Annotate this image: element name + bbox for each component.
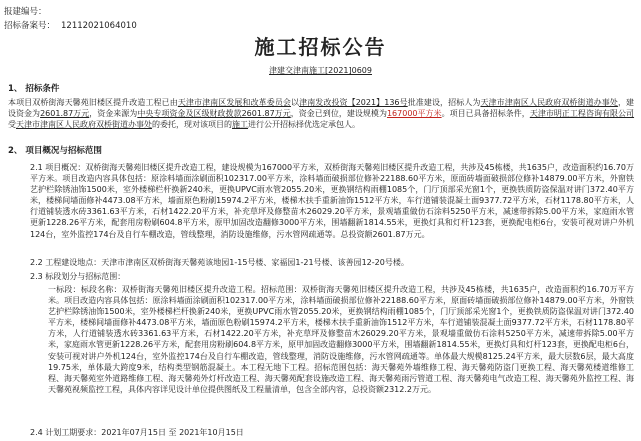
registration-number-label: 报建编号： [4, 7, 47, 17]
text-segment: ，资金来源为 [89, 109, 138, 119]
tenderer-name: 天津市津南区人民政府双桥街道办事处 [480, 98, 618, 107]
construction-funds: 2601.87万元 [40, 109, 90, 119]
text-segment: 以 [291, 98, 300, 107]
tender-filing-number [4, 21, 137, 32]
lot-scope-paragraph: 一标段：标段名称：双桥街海天馨苑旧楼区提升改造工程。招标范围：双桥街海天馨苑旧楼区提升改造工程，共涉及45栋楼，共1635户，改造面积约16.70万平方米。项目改造内容具体包括：原涂料墙面涂刷面积102317.00平方米，涂料墙面破损部位修补22188.60平方米，原面砖墙面破损部位修补14879.00平方米，外窗铁艺护栏除锈油饰1500米，室外楼梯栏杆换新240米，更换UPVC雨水管2055.20米，更换钢结构雨棚1085个，门厅顶部采光窗1个，更换铁质防盗保温对讲门372.40平方米，楼梯间墙面修补4473.08平方米，墙面原色粉刷15974.2平方米，楼梯木扶手重新油饰1512平方米，车行道铺装混凝土面9377.72平方米，石材1178.80平方米，人行道铺装透水砖3361.63平方米，石材1422.20平方米，补充草坪及修整苗木26029.20平方米，景观墙重做仿石涂料5250平方米，减速带拆除5.00平方米，家庭雨水管更新1228.26平方米，配套用房粉刷604.8平方米，原甲加固改造翻修3000平方米，围墙翻新1814.55米，更换灯具和灯杆123套，更换配电柜6台，安装可视对讲户外机124台，室外监控174台及自行车棚改造，管线整理，消防设施维修，污水管网疏通等。单体最大规模8125.24平方米，最大层数6层，最大高度19.75米，单体最大跨度9米，结构类型钢筋混凝土。本工程无地下工程。招标范围包括：海天馨苑外墙维修工程、海天馨苑防盗门更换工程、海天馨苑楼道维修工程、海天馨苑室外道路维修工程、海天馨苑外灯杆改造工程、海天馨苑配套设施改造工程、海天馨苑雨污管道工程、海天馨苑电气改造工程、海天馨苑外监控工程、海天馨苑视频监控工程，具体内容详见设计单位提供图纸及工程量清单，包含全部内容，总投资额2312.2万元。 [48, 285, 634, 394]
text-segment: 的委托，现对该项目的 [152, 120, 232, 130]
section-1-heading: 1、 招标条件 [8, 84, 60, 94]
schedule-paragraph: 2.4 计划工期要求：2021年07月15日 至 2021年10月15日 [30, 428, 244, 437]
construction-scale: 167000平方米 [386, 109, 442, 119]
lot-division-heading: 2.3 标段划分与招标范围： [30, 272, 126, 281]
approval-document: 津南发改投资【2021】136号 [299, 98, 408, 107]
approval-authority: 天津市津南区发展和改革委员会 [177, 98, 292, 107]
tender-type: 施工 [232, 120, 248, 130]
text-segment: 进行公开招标择优选定承包人。 [248, 120, 360, 130]
text-segment: ，资金已到位，建设规模为 [290, 109, 387, 119]
tender-filing-number-label: 招标备案号： [4, 21, 56, 31]
page-title: 施工招标公告 [254, 35, 387, 59]
text-segment: 批准建设，招标人为 [407, 98, 481, 107]
project-overview-paragraph: 2.1 项目概况：双桥街海天馨苑旧楼区提升改造工程，建设规模为167000平方米，双桥街海天馨苑旧楼区提升改造工程，共涉及45栋楼，共1635户，改造面积约16.70万平方米。项目改造内容具体包括：原涂料墙面涂刷面积102317.00平方米，涂料墙面破损部位修补22188.60平方米，原面砖墙面破损部位修补14879.00平方米，外窗铁艺护栏除锈油饰1500米，室外楼梯栏杆换新240米，更换UPVC雨水管2055.20米，更换钢结构雨棚1085个，门厅顶部采光窗1个，更换铁质防盗保温对讲门372.40平方米，楼梯间墙面修补4473.08平方米，墙面原色粉刷15974.2平方米，楼梯木扶手重新油饰1512平方米，车行道铺装混凝土面9377.72平方米，石材1178.80平方米，人行道铺装透水砖3361.63平方米，石材1422.20平方米，补充草坪及修整苗木26029.20平方米，景观墙重做仿石涂料5250平方米，减速带拆除5.00平方米，家庭雨水管更新1228.26平方米，配套用房粉刷604.8平方米，原甲加固改造翻修3000平方米，围墙翻新1814.55米，更换灯具和灯杆123套，更换配电柜6台，安装可视对讲户外机124台，室外监控174台及自行车棚改造，管线整理，消防设施维修，污水管网疏通等。总投资额2601.87万元。 [30, 163, 634, 239]
tender-conditions-paragraph [8, 97, 634, 130]
text-segment: 。项目已具备招标条件， [441, 109, 530, 119]
entrusting-party: 天津市津南区人民政府双桥街道办事处 [16, 120, 152, 130]
funding-source: 中央专项资金及区级财政拨款2601.87万元 [137, 109, 291, 119]
section-2-heading: 2、 项目概况与招标范围 [8, 146, 102, 156]
text-segment: 本项目双桥街海天馨苑旧楼区提升改造工程已由 [8, 98, 178, 107]
tender-agent: 天津市明正工程咨询有限公司 [529, 109, 635, 119]
text-segment: 受 [8, 120, 16, 130]
tender-filing-number-value: 12112021064010 [61, 21, 137, 31]
registration-number [4, 7, 53, 18]
document-number: 津建交津南施工[2021]0609 [269, 66, 372, 75]
text-segment: ，建设资金为 [8, 98, 635, 119]
construction-site-paragraph: 2.2 工程建设地点：天津市津南区双桥街海天馨苑该地园1-15号楼、家福园1-21号楼、该善园12-20号楼。 [30, 258, 409, 267]
